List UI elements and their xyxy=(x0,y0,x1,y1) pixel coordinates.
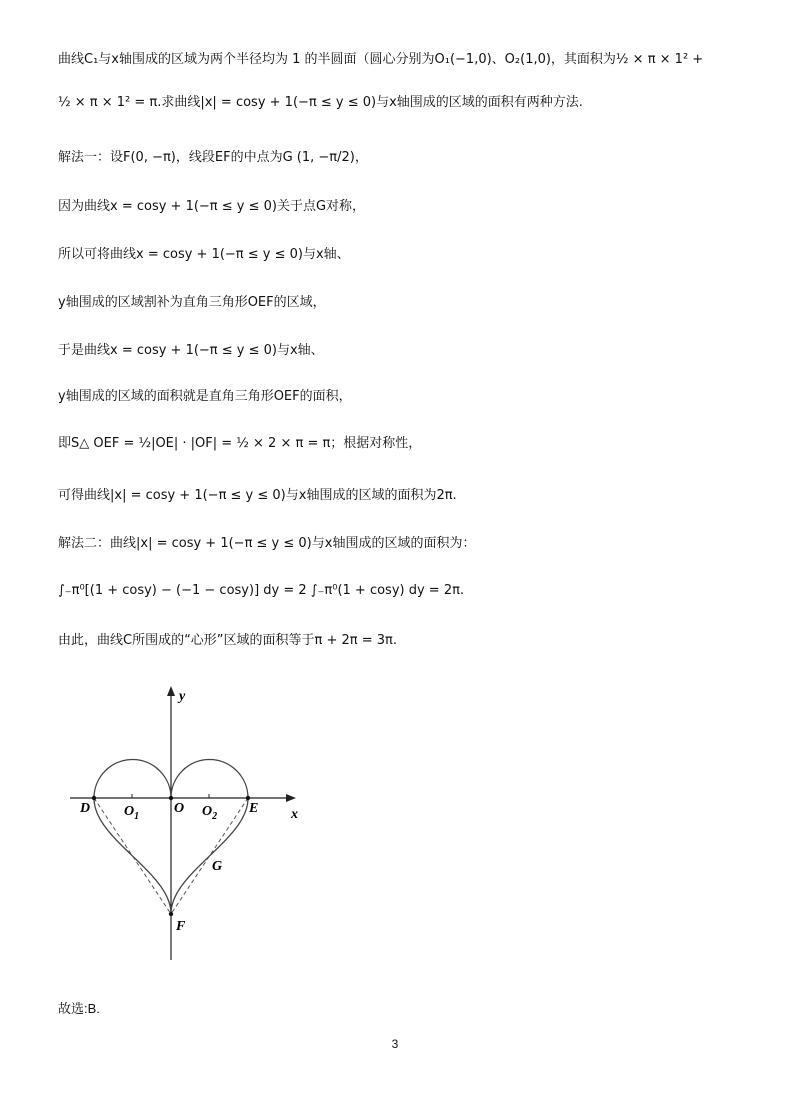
label-O: O xyxy=(174,801,185,816)
label-D: D xyxy=(80,801,91,816)
paragraph-2: ½ × π × 1² = π.求曲线|x| = cosy + 1(−π ≤ y ≤ 0)与x轴围成的区域的面积有两种方法. xyxy=(58,95,583,110)
label-O2: $O_2$ xyxy=(202,804,218,822)
paragraph-5: 所以可将曲线x = cosy + 1(−π ≤ y ≤ 0)与x轴、 xyxy=(58,247,350,262)
page-number: 3 xyxy=(391,1037,399,1051)
point-E xyxy=(246,796,250,800)
point-D xyxy=(92,796,96,800)
label-O1: $O_1$ xyxy=(124,804,140,822)
paragraph-10: 可得曲线|x| = cosy + 1(−π ≤ y ≤ 0)与x轴围成的区域的面积为2π. xyxy=(58,488,457,503)
paragraph-8: y轴围成的区域的面积就是直角三角形OEF的面积， xyxy=(58,389,352,404)
paragraph-9: 即S△ OEF = ½|OE| · |OF| = ½ × 2 × π = π；根据对称性， xyxy=(58,436,422,451)
label-F: F xyxy=(176,919,186,934)
paragraph-11: 解法二：曲线|x| = cosy + 1(−π ≤ y ≤ 0)与x轴围成的区域的面积为： xyxy=(58,536,476,551)
label-x: x xyxy=(291,807,298,822)
answer-text: 故选:B. xyxy=(58,1001,100,1016)
paragraph-6: y轴围成的区域割补为直角三角形OEF的区域， xyxy=(58,295,326,310)
right-semicircle xyxy=(171,760,248,799)
paragraph-13: 由此，曲线C所围成的“心形”区域的面积等于π + 2π = 3π. xyxy=(58,633,398,648)
paragraph-4: 因为曲线x = cosy + 1(−π ≤ y ≤ 0)关于点G对称， xyxy=(58,199,366,214)
point-F xyxy=(169,912,173,916)
heart-figure xyxy=(65,675,325,975)
paragraph-12: ∫₋π⁰[(1 + cosy) − (−1 − cosy)] dy = 2 ∫₋π⁰(1 + cosy) dy = 2π. xyxy=(58,583,465,598)
paragraph-1: 曲线C₁与x轴围成的区域为两个半径均为 1 的半圆面（圆心分别为O₁(−1,0)、O₂(1,0)，其面积为½ × π × 1² + xyxy=(58,52,704,67)
y-axis-arrow xyxy=(167,686,175,696)
paragraph-7: 于是曲线x = cosy + 1(−π ≤ y ≤ 0)与x轴、 xyxy=(58,343,324,358)
left-semicircle xyxy=(94,760,171,799)
paragraph-3: 解法一：设F(0, −π)，线段EF的中点为G (1, −π/2)， xyxy=(58,150,368,165)
label-y: y xyxy=(179,689,186,704)
label-E: E xyxy=(249,801,259,816)
label-G: G xyxy=(212,859,223,874)
x-axis-arrow xyxy=(286,794,296,802)
point-O xyxy=(169,796,173,800)
